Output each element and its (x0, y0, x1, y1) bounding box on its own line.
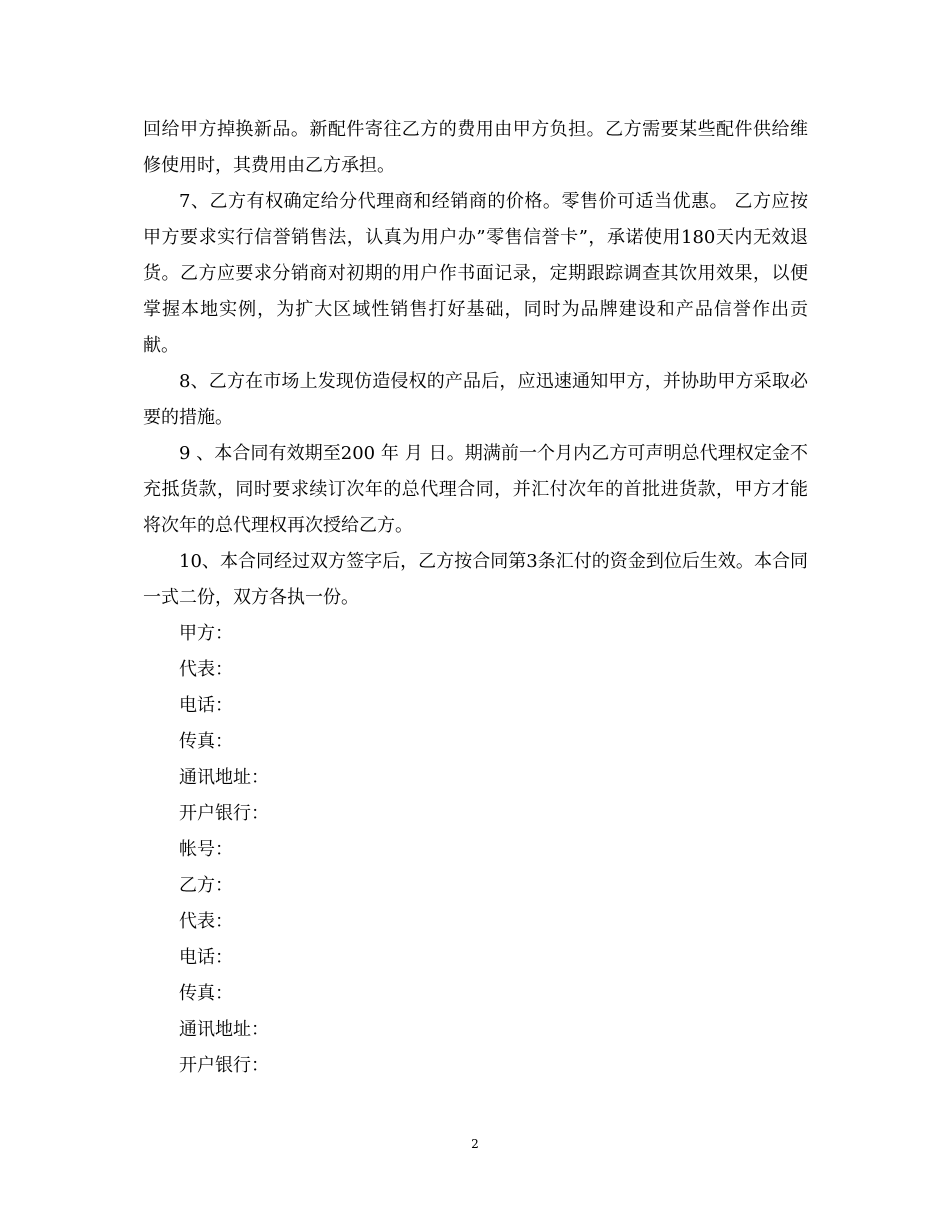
contract-body (143, 112, 808, 1084)
party-a-bank: 开户银行： (179, 803, 269, 824)
page-number: 2 (471, 1137, 479, 1151)
party-b-block (143, 868, 808, 1084)
signature-block (143, 616, 808, 1084)
party-a-representative: 代表： (179, 659, 233, 680)
party-b-title: 乙方： (179, 875, 233, 896)
clause-9: 9 、本合同有效期至200 年 月 日。期满前一个月内乙方可声明总代理权定金不充抵货款，同时要求续订次年的总代理合同，并汇付次年的首批进货款，甲方才能将次年的总代理权再次授给乙方。 (143, 443, 808, 536)
party-a-phone: 电话： (179, 695, 233, 716)
clause-8: 8、乙方在市场上发现仿造侵权的产品后，应迅速通知甲方，并协助甲方采取必要的措施。 (143, 371, 808, 428)
party-b-address: 通讯地址： (179, 1019, 269, 1040)
party-a-account: 帐号： (179, 839, 233, 860)
party-b-fax: 传真： (179, 983, 233, 1004)
paragraph-continuation: 回给甲方掉换新品。新配件寄往乙方的费用由甲方负担。乙方需要某些配件供给维修使用时，其费用由乙方承担。 (143, 119, 808, 176)
party-a-fax: 传真： (179, 731, 233, 752)
party-a-address: 通讯地址： (179, 767, 269, 788)
party-a-block (143, 616, 808, 868)
party-b-representative: 代表： (179, 911, 233, 932)
party-b-phone: 电话： (179, 947, 233, 968)
party-b-bank: 开户银行： (179, 1055, 269, 1076)
party-a-title: 甲方： (179, 623, 233, 644)
clause-10: 10、本合同经过双方签字后，乙方按合同第3条汇付的资金到位后生效。本合同一式二份，双方各执一份。 (143, 551, 808, 608)
clause-7: 7、乙方有权确定给分代理商和经销商的价格。零售价可适当优惠。 乙方应按甲方要求实行信誉销售法，认真为用户办”零售信誉卡”，承诺使用180天内无效退货。乙方应要求分销商对初期的用户作书面记录，定期跟踪调查其饮用效果，以便掌握本地实例，为扩大区域性销售打好基础，同时为品牌建设和产品信誉作出贡献。 (143, 191, 808, 356)
